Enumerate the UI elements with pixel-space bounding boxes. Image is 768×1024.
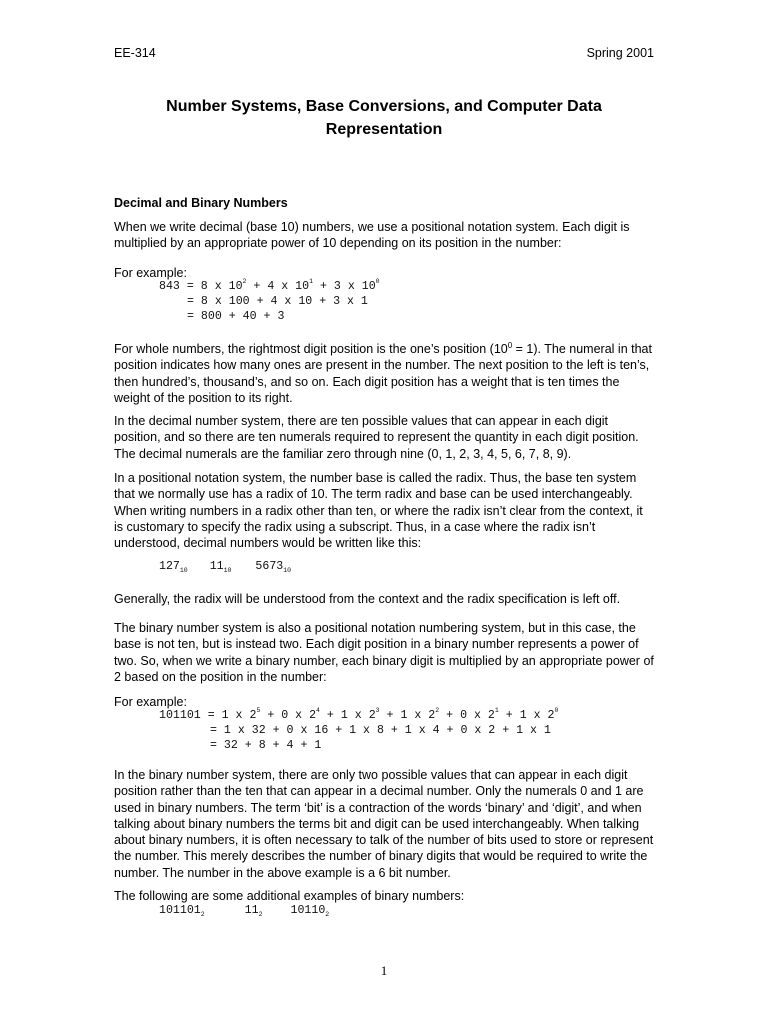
example-label: For example: xyxy=(114,266,187,280)
title-line-2: Representation xyxy=(325,121,443,138)
number: 11 xyxy=(209,560,224,573)
binary-examples-intro: The following are some additional examples of binary numbers: xyxy=(114,889,465,903)
binary-system-paragraph: The binary number system is also a positional notation numbering system, but in this case, the base is not ten, but is instead two. Each digit position in a binary number represents a power of two. So, when we write a binary number, each binary digit is multiplied by an appropriate power of 2 based on the position in the number: xyxy=(114,621,654,684)
exponent: 3 xyxy=(375,707,380,714)
exponent: 0 xyxy=(507,341,513,350)
number: 11 xyxy=(244,904,259,917)
term: 3 x 10 xyxy=(333,280,376,293)
term: 0 x 2 xyxy=(281,709,317,722)
document-title xyxy=(114,95,654,141)
plus-sign: + xyxy=(326,709,334,722)
plus-sign: + xyxy=(319,280,327,293)
example-label: For example: xyxy=(114,695,187,709)
binary-examples xyxy=(159,903,329,918)
radix-subscript: 2 xyxy=(325,911,330,918)
number: 127 xyxy=(159,560,180,573)
radix-subscript: 2 xyxy=(258,911,263,918)
radix-example xyxy=(210,560,232,573)
bits-paragraph: In the binary number system, there are only two possible values that can appear in each digit position rather than the ten that can appear in a decimal number. Only the numerals 0 and 1 are used in binary numbers. The term ‘bit’ is a contraction of the words ‘binary’ and ‘digit’, and when talking about binary numbers the terms bit and digit can be used interchangeably. When talking about binary numbers, it is often necessary to talk of the number of bits used to store or represent the number. This merely describes the number of binary digits that would be required to write the number. The number in the above example is a 6 bit number. xyxy=(114,768,654,880)
number: 10110 xyxy=(290,904,326,917)
binary-expansion-line-1 xyxy=(159,708,558,723)
section-heading: Decimal and Binary Numbers xyxy=(114,196,288,210)
term: 1 x 2 xyxy=(400,709,436,722)
radix-example xyxy=(255,560,291,573)
radix-paragraph: In a positional notation system, the number base is called the radix. Thus, the base ten system that we normally use has a radix of 10. The term radix and base can be used interchangeably. When writing numbers in a radix other than ten, or where the radix isn’t clear from the context, it is customary to specify the radix using a subscript. Thus, in a case where the radix isn’t understood, decimal numbers would be written like this: xyxy=(114,471,643,551)
radix-examples xyxy=(159,559,291,574)
radix-subscript: 10 xyxy=(223,567,232,574)
term: Spring 2001 xyxy=(586,46,654,60)
intro-paragraph: When we write decimal (base 10) numbers, we use a positional notation system. Each digit is multiplied by an appropriate power of 10 depending on its position in the number: xyxy=(114,220,630,251)
exponent: 2 xyxy=(242,278,247,285)
exponent: 0 xyxy=(554,707,559,714)
number: 5673 xyxy=(255,560,284,573)
number: 101101 xyxy=(159,904,201,917)
title-line-1: Number Systems, Base Conversions, and Computer Data xyxy=(166,98,602,115)
plus-sign: + xyxy=(253,280,261,293)
term: 1 x 2 xyxy=(340,709,376,722)
expansion-number: 843 xyxy=(159,280,180,293)
binary-expansion-line-2: = 1 x 32 + 0 x 16 + 1 x 8 + 1 x 4 + 0 x 2 + 1 x 1 xyxy=(210,724,551,737)
course-code: EE-314 xyxy=(114,46,156,60)
text-run: = 1). The numeral in that position indicates how many ones are present in the number. The next position to the left is ten’s, then hundred’s, thousand’s, and so on. Each digit position has a weight that is ten times the weight of the position to its right. xyxy=(114,342,652,405)
exponent: 4 xyxy=(316,707,320,714)
plus-sign: + xyxy=(446,709,454,722)
page-number: 1 xyxy=(380,963,388,978)
decimal-expansion-line-1 xyxy=(159,279,380,294)
plus-sign: + xyxy=(505,709,513,722)
binary-example xyxy=(159,904,205,917)
exponent: 1 xyxy=(494,707,499,714)
decimal-system-paragraph: In the decimal number system, there are ten possible values that can appear in each digit position, and so there are ten numerals required to represent the quantity in each digit position. The decimal numerals are the familiar zero through nine (0, 1, 2, 3, 4, 5, 6, 7, 8, 9). xyxy=(114,414,639,461)
radix-subscript: 10 xyxy=(283,567,292,574)
binary-expansion-line-3: = 32 + 8 + 4 + 1 xyxy=(210,739,322,752)
exponent: 1 xyxy=(309,278,313,285)
decimal-expansion-line-3: = 800 + 40 + 3 xyxy=(187,310,285,323)
radix-example xyxy=(159,560,188,573)
radix-subscript: 2 xyxy=(200,911,205,918)
text-run: For whole numbers, the rightmost digit position is the one’s position (10 xyxy=(114,342,508,356)
plus-sign: + xyxy=(267,709,275,722)
expansion-number: 101101 = xyxy=(159,709,215,722)
term: 4 x 10 xyxy=(267,280,310,293)
exponent: 2 xyxy=(435,707,440,714)
radix-understood-paragraph: Generally, the radix will be understood from the context and the radix specification is left off. xyxy=(114,592,621,606)
exponent: 0 xyxy=(375,278,380,285)
equals-sign: = xyxy=(186,280,194,293)
term: 1 x 2 xyxy=(221,709,257,722)
binary-example xyxy=(290,904,329,917)
term: 8 x 10 xyxy=(200,280,243,293)
term: 0 x 2 xyxy=(460,709,495,722)
term: 1 x 2 xyxy=(519,709,555,722)
binary-example xyxy=(245,904,263,917)
decimal-expansion-line-2: = 8 x 100 + 4 x 10 + 3 x 1 xyxy=(187,295,368,308)
whole-numbers-paragraph xyxy=(114,341,654,406)
plus-sign: + xyxy=(386,709,394,722)
radix-subscript: 10 xyxy=(179,567,188,574)
exponent: 5 xyxy=(256,707,261,714)
